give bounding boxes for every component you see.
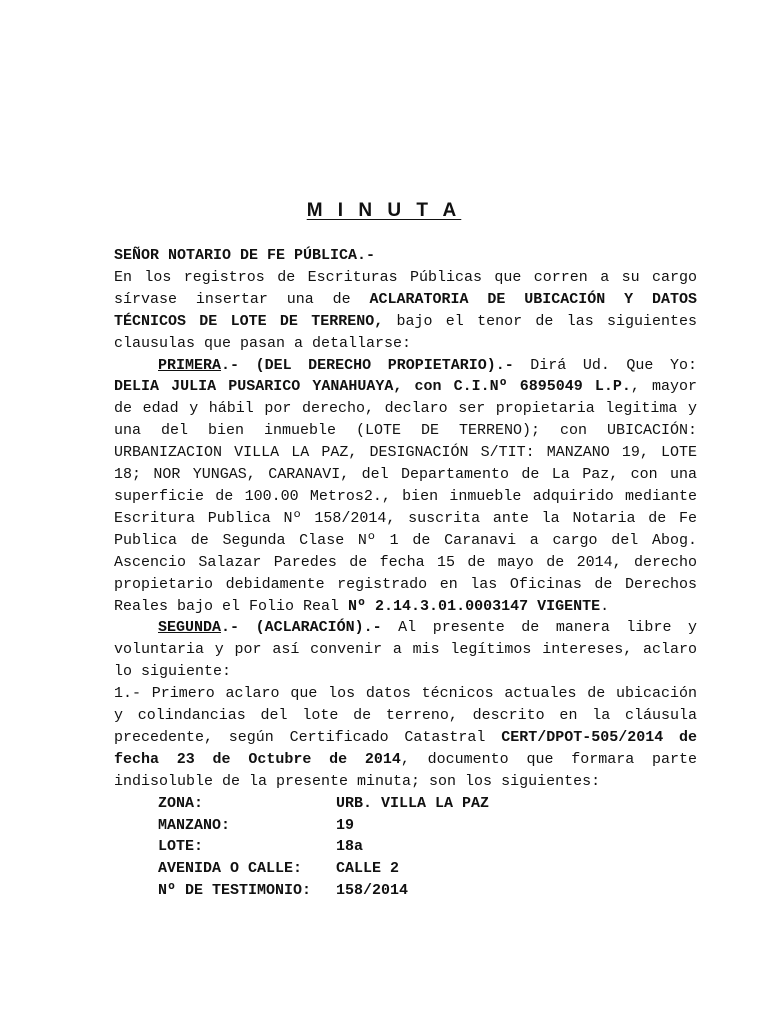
clause-segunda (114, 617, 697, 683)
clause-primera-text-2: , mayor de edad y hábil por derecho, declaro ser propietaria legitima y una del bien inmueble (LOTE DE TERRENO); con UBICACIÓN: URBANIZACION VILLA LA PAZ, DESIGNACIÓN S/TIT: MANZANO 19, LOTE 18; NOR YUNGAS, CARANAVI, del Departamento de La Paz, con una superficie de 100.00 Metros2., bien inmueble adquirido mediante Escritura Publica Nº 158/2014, suscrita ante la Notaria de Fe Publica de Segunda Clase Nº 1 de Caranavi a cargo del Abog. Ascencio Salazar Paredes de fecha 15 de mayo de 2014, derecho propietario debidamente registrado en las Oficinas de Derechos Reales bajo el Folio Real (114, 378, 697, 615)
data-label: Nº DE TESTIMONIO: (158, 882, 312, 900)
data-value: 19 (336, 816, 355, 834)
data-label: LOTE: (158, 838, 204, 856)
item-1-paragraph (114, 683, 697, 793)
clause-segunda-text-1: Al presente de manera libre y voluntaria y por así convenir a mis legítimos intereses, aclaro lo siguiente: (114, 619, 698, 681)
data-label: MANZANO: (158, 816, 231, 834)
intro-text-1: En los registros de Escrituras Públicas que corren a su cargo sírvase insertar una de (114, 268, 697, 308)
document-title: M I N U T A (306, 200, 462, 221)
clause-primera-heading: .- (DEL DERECHO PROPIETARIO).- (221, 356, 514, 374)
clause-primera-bold-1: DELIA JULIA PUSARICO YANAHUAYA, con C.I.Nº 6895049 L.P. (114, 378, 631, 396)
data-value: 158/2014 (336, 882, 409, 900)
data-label: ZONA: (158, 794, 204, 812)
item-1-text-2: , documento que formara parte indisoluble de la presente minuta; son los siguientes: (114, 750, 698, 790)
item-1-bold-1: CERT/DPOT-505/2014 de fecha 23 de Octubre de 2014 (114, 728, 697, 768)
clause-segunda-heading: .- (ACLARACIÓN).- (221, 619, 382, 637)
technical-data-list (114, 793, 697, 903)
intro-paragraph (114, 267, 697, 355)
data-value: CALLE 2 (336, 860, 400, 878)
data-row-testimonio (114, 880, 697, 902)
clause-primera-bold-2: Nº 2.14.3.01.0003147 VIGENTE (348, 597, 601, 615)
data-value: URB. VILLA LA PAZ (336, 794, 490, 812)
clause-primera-text-3: . (600, 597, 610, 615)
salutation-text: SEÑOR NOTARIO DE FE PÚBLICA.- (114, 247, 376, 264)
item-1-text-1: 1.- Primero aclaro que los datos técnicos actuales de ubicación y colindancias del lote de terreno, descrito en la cláusula precedente, según Certificado Catastral (114, 685, 697, 746)
data-label: AVENIDA O CALLE: (158, 860, 303, 878)
document-body (114, 245, 697, 902)
data-row-manzano (114, 815, 697, 837)
clause-primera (114, 355, 697, 618)
data-row-calle (114, 858, 697, 880)
clause-primera-label: PRIMERA (158, 356, 222, 374)
data-row-zona (114, 793, 697, 815)
data-value: 18a (336, 838, 364, 856)
intro-text-2: bajo el tenor de las siguientes clausulas que pasan a detallarse: (114, 312, 698, 352)
clause-primera-text-1: Dirá Ud. Que Yo: (513, 356, 697, 374)
intro-bold-1: ACLARATORIA DE UBICACIÓN Y DATOS TÉCNICOS DE LOTE DE TERRENO, (114, 290, 697, 330)
clause-segunda-label: SEGUNDA (158, 619, 222, 637)
salutation (114, 245, 697, 267)
data-row-lote (114, 836, 697, 858)
